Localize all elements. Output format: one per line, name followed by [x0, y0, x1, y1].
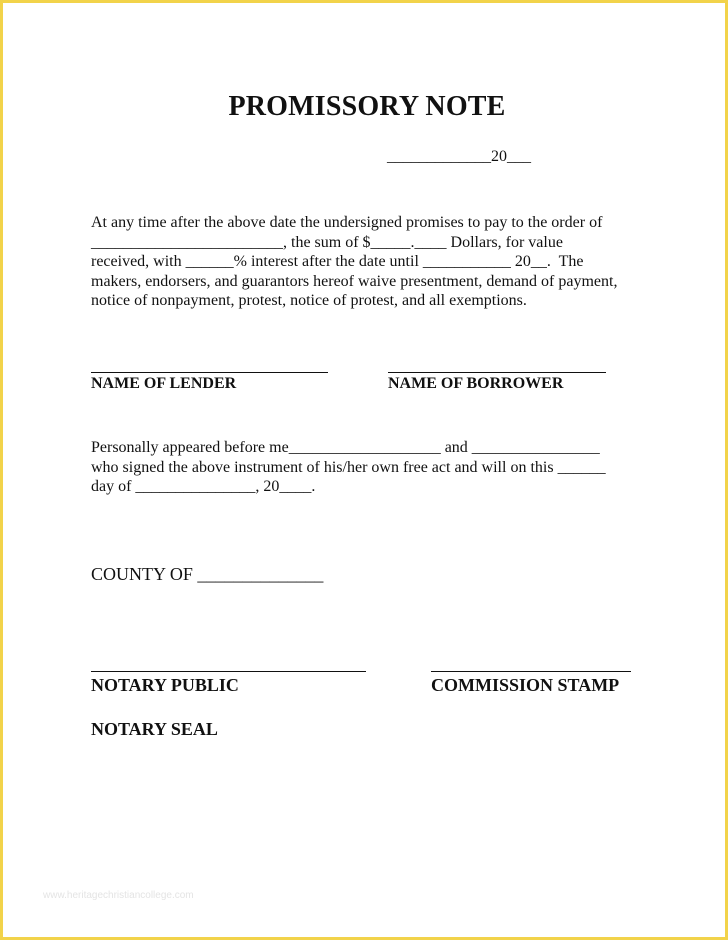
- lender-label: NAME OF LENDER: [91, 375, 237, 392]
- body-line: makers, endorsers, and guarantors hereof waive presentment, demand of payment,: [91, 272, 618, 290]
- watermark: www.heritagechristiancollege.com: [43, 890, 194, 901]
- promise-paragraph: [91, 213, 651, 311]
- notary-public-label: NOTARY PUBLIC: [91, 675, 239, 695]
- county-line: COUNTY OF ______________: [91, 564, 324, 584]
- commission-stamp-line: [431, 671, 631, 672]
- body-line: ________________________, the sum of $_____.____ Dollars, for value: [91, 233, 563, 251]
- notary-seal-label: NOTARY SEAL: [91, 719, 218, 739]
- notary-paragraph: [91, 438, 651, 497]
- borrower-signature-line: [388, 372, 606, 373]
- commission-stamp-label: COMMISSION STAMP: [431, 675, 620, 695]
- body-line: At any time after the above date the undersigned promises to pay to the order of: [91, 214, 603, 231]
- body-line: notice of nonpayment, protest, notice of protest, and all exemptions.: [91, 292, 527, 310]
- date-line: _____________20___: [387, 148, 531, 165]
- lender-signature-line: [91, 372, 328, 373]
- notary-public-signature-line: [91, 671, 366, 672]
- borrower-label: NAME OF BORROWER: [388, 375, 564, 392]
- body-line: received, with ______% interest after the date until ___________ 20__. The: [91, 253, 584, 271]
- notary-line: who signed the above instrument of his/her own free act and will on this ______: [91, 458, 606, 476]
- notary-line: day of _______________, 20____.: [91, 478, 316, 496]
- document-title: PROMISSORY NOTE: [228, 91, 506, 122]
- notary-line: Personally appeared before me___________________ and ________________: [91, 439, 600, 456]
